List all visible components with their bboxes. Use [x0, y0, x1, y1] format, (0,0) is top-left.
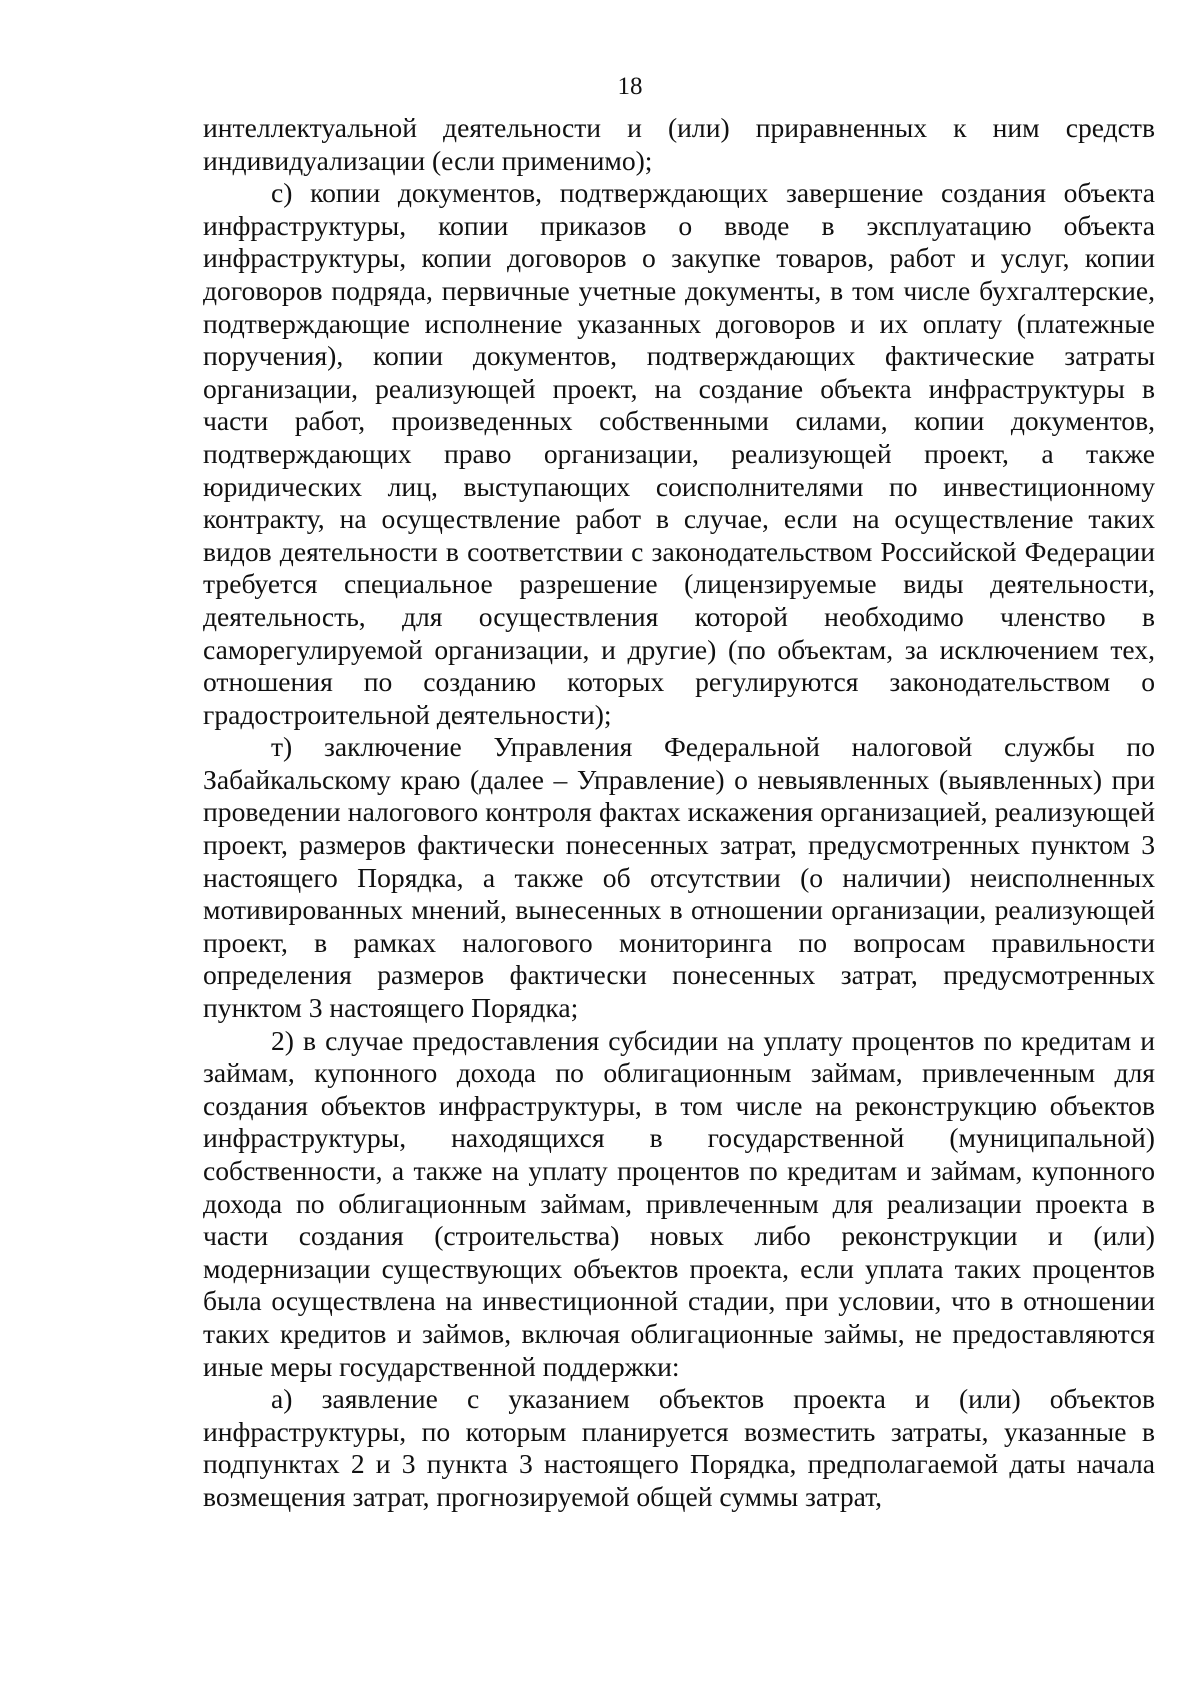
paragraph-item-a: а) заявление с указанием объектов проекта и (или) объектов инфраструктуры, по которым планируется возместить затраты, указанные в подпунктах 2 и 3 пункта 3 настоящего Порядка, предполагаемой даты начала возмещения затрат, прогнозируемой общей суммы затрат, — [203, 1383, 1155, 1512]
page-number: 18 — [617, 73, 643, 100]
document-body — [203, 112, 1155, 1514]
paragraph-item-t: т) заключение Управления Федеральной налоговой службы по Забайкальскому краю (далее – Управление) о невыявленных (выявленных) при проведении налогового контроля фактах искажения организацией, реализующей проект, размеров фактически понесенных затрат, предусмотренных пунктом 3 настоящего Порядка, а также об отсутствии (о наличии) неисполненных мотивированных мнений, вынесенных в отношении организации, реализующей проект, в рамках налогового мониторинга по вопросам правильности определения размеров фактически понесенных затрат, предусмотренных пунктом 3 настоящего Порядка; — [203, 731, 1155, 1024]
paragraph-continuation: интеллектуальной деятельности и (или) приравненных к ним средств индивидуализации (если применимо); — [203, 112, 1155, 176]
paragraph-item-s: с) копии документов, подтверждающих завершение создания объекта инфраструктуры, копии приказов о вводе в эксплуатацию объекта инфраструктуры, копии договоров о закупке товаров, работ и услуг, копии договоров подряда, первичные учетные документы, в том числе бухгалтерские, подтверждающие исполнение указанных договоров и их оплату (платежные поручения), копии документов, подтверждающих фактические затраты организации, реализующей проект, на создание объекта инфраструктуры в части работ, произведенных собственными силами, копии документов, подтверждающих право организации, реализующей проект, а также юридических лиц, выступающих соисполнителями по инвестиционному контракту, на осуществление работ в случае, если на осуществление таких видов деятельности в соответствии с законодательством Российской Федерации требуется специальное разрешение (лицензируемые виды деятельности, деятельность, для осуществления которой необходимо членство в саморегулируемой организации, и другие) (по объектам, за исключением тех, отношения по созданию которых регулируются законодательством о градостроительной деятельности); — [203, 177, 1155, 730]
paragraph-item-2: 2) в случае предоставления субсидии на уплату процентов по кредитам и займам, купонного дохода по облигационным займам, привлеченным для создания объектов инфраструктуры, в том числе на реконструкцию объектов инфраструктуры, находящихся в государственной (муниципальной) собственности, а также на уплату процентов по кредитам и займам, купонного дохода по облигационным займам, привлеченным для реализации проекта в части создания (строительства) новых либо реконструкции и (или) модернизации существующих объектов проекта, если уплата таких процентов была осуществлена на инвестиционной стадии, при условии, что в отношении таких кредитов и займов, включая облигационные займы, не предоставляются иные меры государственной поддержки: — [203, 1024, 1155, 1382]
